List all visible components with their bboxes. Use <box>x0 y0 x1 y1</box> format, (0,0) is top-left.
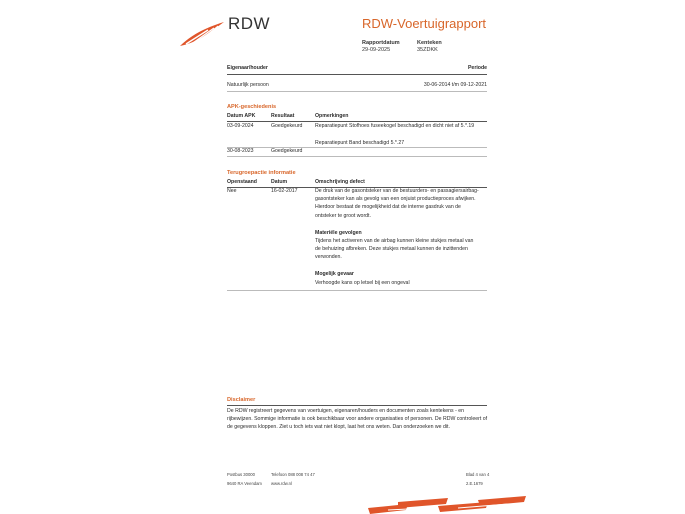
divider <box>227 91 487 92</box>
apk-row-date: 30-08-2023 <box>227 148 254 154</box>
apk-row-result: Goedgekeurd <box>271 148 303 154</box>
recall-section-title: Terugroepactie informatie <box>227 170 296 176</box>
apk-row-result: Goedgekeurd <box>271 123 303 129</box>
apk-header-remarks: Opmerkingen <box>315 113 349 119</box>
apk-row-date: 03-09-2024 <box>227 123 254 129</box>
owner-period: 30-06-2014 t/m 09-12-2021 <box>423 82 487 88</box>
divider <box>227 74 487 75</box>
disclaimer-title: Disclaimer <box>227 397 256 403</box>
apk-header-date: Datum APK <box>227 113 256 119</box>
consequences-text: Tijdens het activeren van de airbag kunnen kleine stukjes metaal van de behuizing afbreken. Deze stukjes metaal kunnen de inzittenden verwonden. <box>315 238 474 261</box>
plate-label: Kenteken <box>417 40 442 46</box>
recall-header-date: Datum <box>271 179 288 185</box>
rdw-logo-icon <box>178 20 226 48</box>
footer-website[interactable]: www.rdw.nl <box>271 481 292 486</box>
recall-description: De druk van de gasontsteker van de bestuurders- en passagiersairbag-gasontsteker kan als gevolg van een onjuist productieproces afwijken. Hierdoor bestaat de mogelijkheid dat de interne gasdruk van de ontsteker te groot wordt. <box>315 188 479 219</box>
apk-row-remark: Reparatiepunt Stofhoes fuseekogel beschadigd en dicht niet af 5.*.19 <box>315 123 475 129</box>
report-date-value: 29-09-2025 <box>362 47 391 53</box>
apk-row-remark: Reparatiepunt Band beschadigd 5.*.27 <box>315 140 405 146</box>
recall-header-description: Omschrijving defect <box>315 179 365 185</box>
footer-phone: Telefoon 088 008 74 47 <box>271 472 315 477</box>
page-title: RDW-Voertuigrapport <box>362 16 487 31</box>
footer-page: Blad 4 van 4 <box>466 472 490 477</box>
divider <box>227 156 487 157</box>
apk-header-result: Resultaat <box>271 113 295 119</box>
danger-text: Verhoogde kans op letsel bij een ongeval <box>315 280 410 286</box>
footer-address-2: 9640 RA Veendam <box>227 481 262 486</box>
recall-date: 16-02-2017 <box>271 188 298 194</box>
divider <box>227 290 487 291</box>
footer-code: 2.E.1679 <box>466 481 483 486</box>
logo-text: RDW <box>228 14 271 33</box>
recall-header-open: Openstaand <box>227 179 257 185</box>
decorative-stripes-icon <box>368 496 528 514</box>
danger-title: Mogelijk gevaar <box>315 271 354 277</box>
period-label: Periode <box>467 65 487 71</box>
divider <box>227 147 487 148</box>
report-date-label: Rapportdatum <box>362 40 400 46</box>
plate-value: 35ZDKK <box>417 47 438 53</box>
consequences-title: Materiële gevolgen <box>315 230 362 236</box>
divider <box>227 405 487 406</box>
footer-address-1: Postbus 30000 <box>227 472 255 477</box>
recall-open: Nee <box>227 188 237 194</box>
owner-type: Natuurlijk persoon <box>227 82 269 88</box>
disclaimer-text: De RDW registreert gegevens van voertuigen, eigenaren/houders en documenten zoals kentekens - en rijbewijzen. Sommige informatie is ook beschikbaar voor andere organisaties of personen. De RDW controleert of de gegevens kloppen. Ziet u toch iets wat niet klopt, laat het ons weten. Dan onderzoeken we dit. <box>227 408 488 431</box>
apk-section-title: APK-geschiedenis <box>227 104 277 110</box>
owner-label: Eigenaar/houder <box>227 65 268 71</box>
